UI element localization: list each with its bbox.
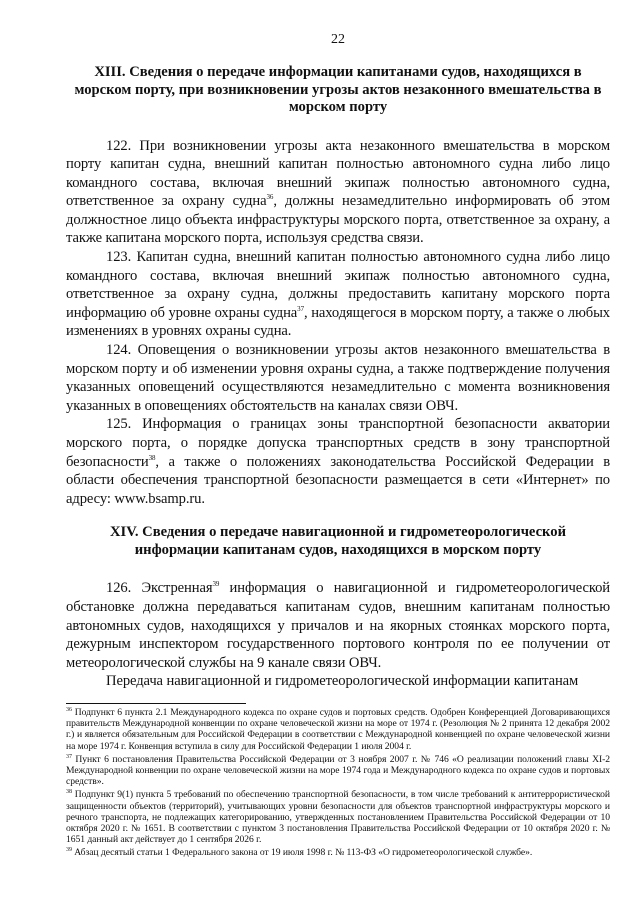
footnote-ref-38: 38: [148, 453, 156, 462]
footnote-39: $^{39}$ Абзац десятый статьи 1 Федерального закона от 19 июля 1998 г. № 113-ФЗ «О гидрометеорологической службе».: [66, 847, 533, 859]
paragraph-123: 123. Капитан судна, внешний капитан полностью автономного судна либо лицо командного состава, включая внешний экипаж полностью автономного судна, ответственное за охрану судна, должны предоставить капитану морского порта информацию об уровне охраны судна$^{37}$, находящегося в морском порту, а также о любых изменениях в уровнях охраны судна.: [66, 249, 610, 340]
page-number: 22: [331, 32, 345, 47]
footnote-38: $^{38}$ Подпункт 9(1) пункта 5 требований по обеспечению транспортной безопасности, в том числе требований к антитеррористической защищенности объектов (территорий), учитывающих уровни безопасности для объектов транспортной инфраструктуры морского и речного транспорта, не подлежащих категорированию, утвержденных постановлением Правительства Российской Федерации от 10 октября 2020 г. № 1651. В соответствии с пунктом 3 постановления Правительства Российской Федерации от 10 октября 2020 г. № 1651 данный акт действует до 1 сентября 2026 г.: [66, 789, 610, 846]
footnote-ref-39: 39: [212, 580, 220, 589]
footnote-37: $^{37}$ Пункт 6 постановления Правительства Российской Федерации от 3 ноября 2007 г. № 746 «О реализации положений главы XI-2 Международной конвенции по охране человеческой жизни на море 1974 года и Международного кодекса по охране судов и портовых средств».: [66, 753, 610, 788]
section-13-heading: XIII. Сведения о передаче информации капитанами судов, находящихся в морском порту, при возникновении угрозы актов незаконного вмешательства в морском порту: [74, 64, 602, 115]
footnotes: [66, 707, 610, 859]
footnote-separator: [66, 703, 246, 704]
paragraph-122: 122. При возникновении угрозы акта незаконного вмешательства в морском порту капитан судна, внешний капитан полностью автономного судна либо лицо командного состава, включая внешний экипаж полностью автономного судна, ответственное за охрану судна$^{36}$, должны незамедлительно информировать об этом должностное лицо объекта инфраструктуры морского порта, ответственное за охрану, а также капитана морского порта, используя средства связи.: [66, 137, 610, 247]
paragraph-transfer: Передача навигационной и гидрометеорологической информации капитанам: [106, 673, 579, 690]
footnote-ref-37: 37: [297, 304, 304, 313]
paragraph-125: 125. Информация о границах зоны транспортной безопасности акватории морского порта, о порядке допуска транспортных средств в зону транспортной безопасности$^{38}$, а также о положениях законодательства Российской Федерации в области обеспечения транспортной безопасности размещается в сети «Интернет» по адресу: www.bsamp.ru.: [66, 416, 610, 507]
paragraph-126: 126. Экстренная$^{39}$ информация о навигационной и гидрометеорологической обстановке должна передаваться капитанам судов, внешним капитанам полностью автономных судов, находящихся у причалов и на якорных стоянках морского порта, дежурным инспектором государственного портового контроля по ее получении от метеорологической службы на 9 канале связи ОВЧ.: [66, 580, 610, 671]
footnote-36: $^{36}$ Подпункт 6 пункта 2.1 Международного кодекса по охране судов и портовых средств. Одобрен Конференцией Договаривающихся правительств Международной конвенции по охране человеческой жизни на море от 1974 г. (Резолюция № 2 принята 12 декабря 2002 г.) и является обязательным для Российской Федерации в соответствии с Международной конвенцией по охране человеческой жизни на море 1974 г. Конвенция вступила в силу для Российской Федерации 1 июля 2004 г.: [66, 706, 610, 752]
footnote-ref-36: 36: [266, 193, 274, 202]
section-14-heading: XIV. Сведения о передаче навигационной и гидрометеорологической информации капитанам судов, находящихся в морском порту: [110, 524, 566, 558]
paragraph-124: 124. Оповещения о возникновении угрозы актов незаконного вмешательства в морском порту и об изменении уровня охраны судна, а также подтверждение получения указанных оповещений осуществляются незамедлительно с момента возникновения указанных в оповещениях обстоятельств на каналах связи ОВЧ.: [66, 342, 610, 414]
